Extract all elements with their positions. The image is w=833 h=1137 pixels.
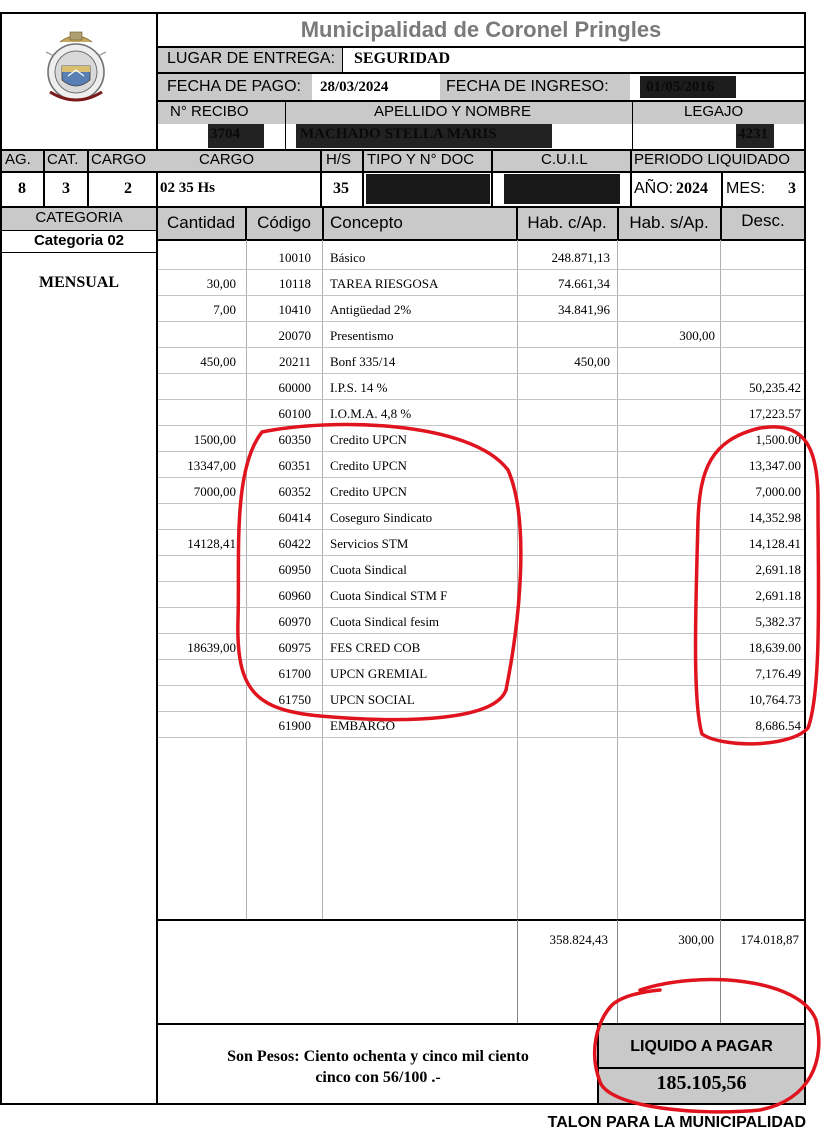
legajo-label: LEGAJO: [684, 103, 744, 120]
cargo-label: CARGO: [91, 151, 147, 168]
tipo-doc-label: TIPO Y N° DOC: [367, 151, 475, 168]
cargo2-label: CARGO: [199, 151, 255, 168]
cell-codigo: 20211: [278, 354, 311, 369]
row-separator: [158, 399, 804, 400]
total-hab-sap: 300,00: [678, 932, 714, 947]
col-divider: [517, 240, 518, 920]
cell-codigo: 61900: [278, 718, 311, 733]
col-divider: [322, 208, 324, 240]
cell-codigo: 20070: [278, 328, 311, 343]
redaction: [736, 124, 774, 148]
cell-desc: 18,639.00: [749, 640, 801, 655]
redaction: [208, 124, 264, 148]
info-divider: [87, 149, 89, 207]
cat-value: 3: [62, 180, 70, 197]
redaction: [504, 174, 620, 204]
cell-concepto: Coseguro Sindicato: [330, 510, 433, 525]
nombre-label: APELLIDO Y NOMBRE: [374, 103, 532, 120]
son-pesos-line1: Son Pesos: Ciento ochenta y cinco mil ciento: [227, 1048, 529, 1065]
left-panel-line: [0, 230, 158, 231]
cell-hab-sap: 300,00: [679, 328, 715, 343]
cell-concepto: UPCN GREMIAL: [330, 666, 428, 681]
cell-codigo: 60100: [278, 406, 311, 421]
cell-cantidad: 7,00: [213, 302, 236, 317]
cell-cantidad: 7000,00: [193, 484, 236, 499]
row-separator: [158, 607, 804, 608]
cargo2-value: 02 35 Hs: [160, 180, 216, 196]
cell-codigo: 60414: [278, 510, 311, 525]
cell-desc: 10,764.73: [749, 692, 801, 707]
cell-hab-cap: 34.841,96: [558, 302, 610, 317]
info-divider: [491, 149, 493, 207]
frame-left: [0, 12, 2, 1105]
row-separator: [158, 503, 804, 504]
row-separator: [158, 347, 804, 348]
col-hab-sap-header: Hab. s/Ap.: [629, 213, 709, 232]
info-row-line: [0, 171, 806, 173]
row-separator: [158, 711, 804, 712]
cell-cantidad: 450,00: [200, 354, 236, 369]
info-divider: [320, 149, 322, 207]
cell-concepto: Básico: [330, 250, 366, 265]
cell-desc: 2,691.18: [755, 588, 801, 603]
redaction: [640, 76, 736, 98]
legajo-divider: [632, 102, 633, 150]
cell-concepto: Credito UPCN: [330, 484, 407, 499]
cell-cantidad: 13347,00: [187, 458, 236, 473]
liquido-value: 185.105,56: [656, 1072, 747, 1094]
row-separator: [158, 581, 804, 582]
cell-concepto: I.P.S. 14 %: [330, 380, 388, 395]
municipal-seal-logo: [40, 26, 112, 110]
cell-desc: 17,223.57: [749, 406, 801, 421]
col-codigo-header: Código: [257, 213, 311, 232]
recibo-divider: [285, 102, 286, 150]
cell-codigo: 60970: [278, 614, 311, 629]
redaction: [366, 174, 490, 204]
cell-codigo: 60960: [278, 588, 311, 603]
row-separator: [158, 373, 804, 374]
cell-cantidad: 30,00: [206, 276, 236, 291]
totals-top-line: [156, 919, 806, 921]
frame-right: [804, 12, 806, 1105]
row-separator: [158, 477, 804, 478]
ag-label: AG.: [5, 151, 31, 168]
anio-value: 2024: [676, 180, 708, 197]
col-divider: [617, 208, 619, 240]
fecha-ingreso-label: FECHA DE INGRESO:: [446, 78, 609, 95]
cell-codigo: 10010: [278, 250, 311, 265]
son-pesos-line2: cinco con 56/100 .-: [315, 1069, 441, 1086]
col-concepto-header: Concepto: [330, 213, 403, 232]
cell-concepto: Servicios STM: [330, 536, 409, 551]
periodo-label: PERIODO LIQUIDADO: [634, 151, 790, 168]
fecha-pago-label: FECHA DE PAGO:: [167, 78, 301, 95]
cuil-label: C.U.I.L: [541, 151, 588, 168]
col-desc-header: Desc.: [741, 211, 785, 230]
cell-cantidad: 18639,00: [187, 640, 236, 655]
lugar-divider: [342, 48, 343, 72]
cell-desc: 14,352.98: [749, 510, 801, 525]
row-separator: [158, 633, 804, 634]
total-desc: 174.018,87: [740, 932, 799, 947]
cell-desc: 14,128.41: [749, 536, 801, 551]
cell-concepto: Bonf 335/14: [330, 354, 396, 369]
total-hab-cap: 358.824,43: [549, 932, 608, 947]
liquido-label: LIQUIDO A PAGAR: [630, 1038, 773, 1055]
left-panel-divider: [156, 12, 158, 1105]
cell-concepto: Credito UPCN: [330, 432, 407, 447]
info-divider: [43, 149, 45, 207]
cell-codigo: 60350: [278, 432, 311, 447]
cell-codigo: 60351: [278, 458, 311, 473]
cell-concepto: Cuota Sindical: [330, 562, 407, 577]
categoria-label: CATEGORIA: [35, 209, 123, 226]
cell-codigo: 60000: [278, 380, 311, 395]
cell-desc: 13,347.00: [749, 458, 801, 473]
cell-cantidad: 1500,00: [193, 432, 236, 447]
row-separator: [158, 737, 804, 738]
cell-concepto: Presentismo: [330, 328, 394, 343]
cell-concepto: I.O.M.A. 4,8 %: [330, 406, 412, 421]
row-separator: [158, 425, 804, 426]
row-separator: [158, 269, 804, 270]
cell-desc: 7,000.00: [755, 484, 801, 499]
row-separator: [158, 529, 804, 530]
col-divider: [720, 240, 721, 920]
info-divider: [362, 149, 364, 207]
ag-value: 8: [18, 180, 26, 197]
hs-value: 35: [333, 180, 349, 197]
row-separator: [158, 685, 804, 686]
cell-hab-cap: 450,00: [574, 354, 610, 369]
cell-desc: 8,686.54: [755, 718, 801, 733]
cell-desc: 1,500.00: [755, 432, 801, 447]
row-separator: [158, 295, 804, 296]
lugar-value: SEGURIDAD: [354, 50, 451, 67]
mes-label: MES:: [726, 180, 766, 197]
anio-label: AÑO:: [634, 180, 674, 197]
cell-concepto: Antigüedad 2%: [330, 302, 412, 317]
cell-hab-cap: 248.871,13: [551, 250, 610, 265]
cat-label: CAT.: [47, 151, 79, 168]
col-divider: [322, 240, 323, 920]
left-panel-line: [0, 252, 158, 253]
col-divider: [516, 208, 518, 240]
cargo-value: 2: [124, 180, 132, 197]
redaction: [296, 124, 552, 148]
lugar-label: LUGAR DE ENTREGA:: [167, 50, 336, 67]
row-separator: [158, 321, 804, 322]
cell-desc: 2,691.18: [755, 562, 801, 577]
col-divider: [720, 208, 722, 240]
mes-value: 3: [788, 180, 796, 197]
cell-concepto: EMBARGO: [330, 718, 396, 733]
table-header-line: [156, 239, 806, 241]
cell-desc: 5,382.37: [755, 614, 801, 629]
row-separator: [158, 451, 804, 452]
cell-codigo: 61750: [278, 692, 311, 707]
cell-desc: 50,235.42: [749, 380, 801, 395]
col-divider: [245, 208, 247, 240]
cell-codigo: 60422: [278, 536, 311, 551]
cell-concepto: Cuota Sindical fesim: [330, 614, 440, 629]
cell-codigo: 60975: [278, 640, 311, 655]
info-divider: [721, 172, 723, 207]
hs-label: H/S: [326, 151, 352, 168]
cell-concepto: Credito UPCN: [330, 458, 407, 473]
cell-codigo: 10410: [278, 302, 311, 317]
cell-codigo: 10118: [278, 276, 311, 291]
cell-concepto: UPCN SOCIAL: [330, 692, 415, 707]
cell-concepto: FES CRED COB: [330, 640, 421, 655]
cell-hab-cap: 74.661,34: [558, 276, 610, 291]
fecha-pago-value: 28/03/2024: [320, 79, 389, 95]
cell-codigo: 61700: [278, 666, 311, 681]
categoria-value: Categoria 02: [33, 232, 125, 249]
cell-codigo: 60352: [278, 484, 311, 499]
mensual-label: MENSUAL: [38, 274, 119, 291]
col-cantidad-header: Cantidad: [166, 213, 236, 232]
cell-concepto: Cuota Sindical STM F: [330, 588, 448, 603]
frame-bottom: [0, 1103, 806, 1105]
row-separator: [158, 659, 804, 660]
cell-cantidad: 14128,41: [187, 536, 236, 551]
info-divider: [630, 149, 632, 207]
talon-label: TALON PARA LA MUNICIPALIDAD: [547, 1114, 806, 1131]
col-hab-cap-header: Hab. c/Ap.: [527, 213, 607, 232]
cell-desc: 7,176.49: [755, 666, 801, 681]
recibo-label: N° RECIBO: [170, 103, 249, 120]
cell-concepto: TAREA RIESGOSA: [330, 276, 439, 291]
row-separator: [158, 555, 804, 556]
cell-codigo: 60950: [278, 562, 311, 577]
municipality-title: Municipalidad de Coronel Pringles: [300, 17, 662, 42]
